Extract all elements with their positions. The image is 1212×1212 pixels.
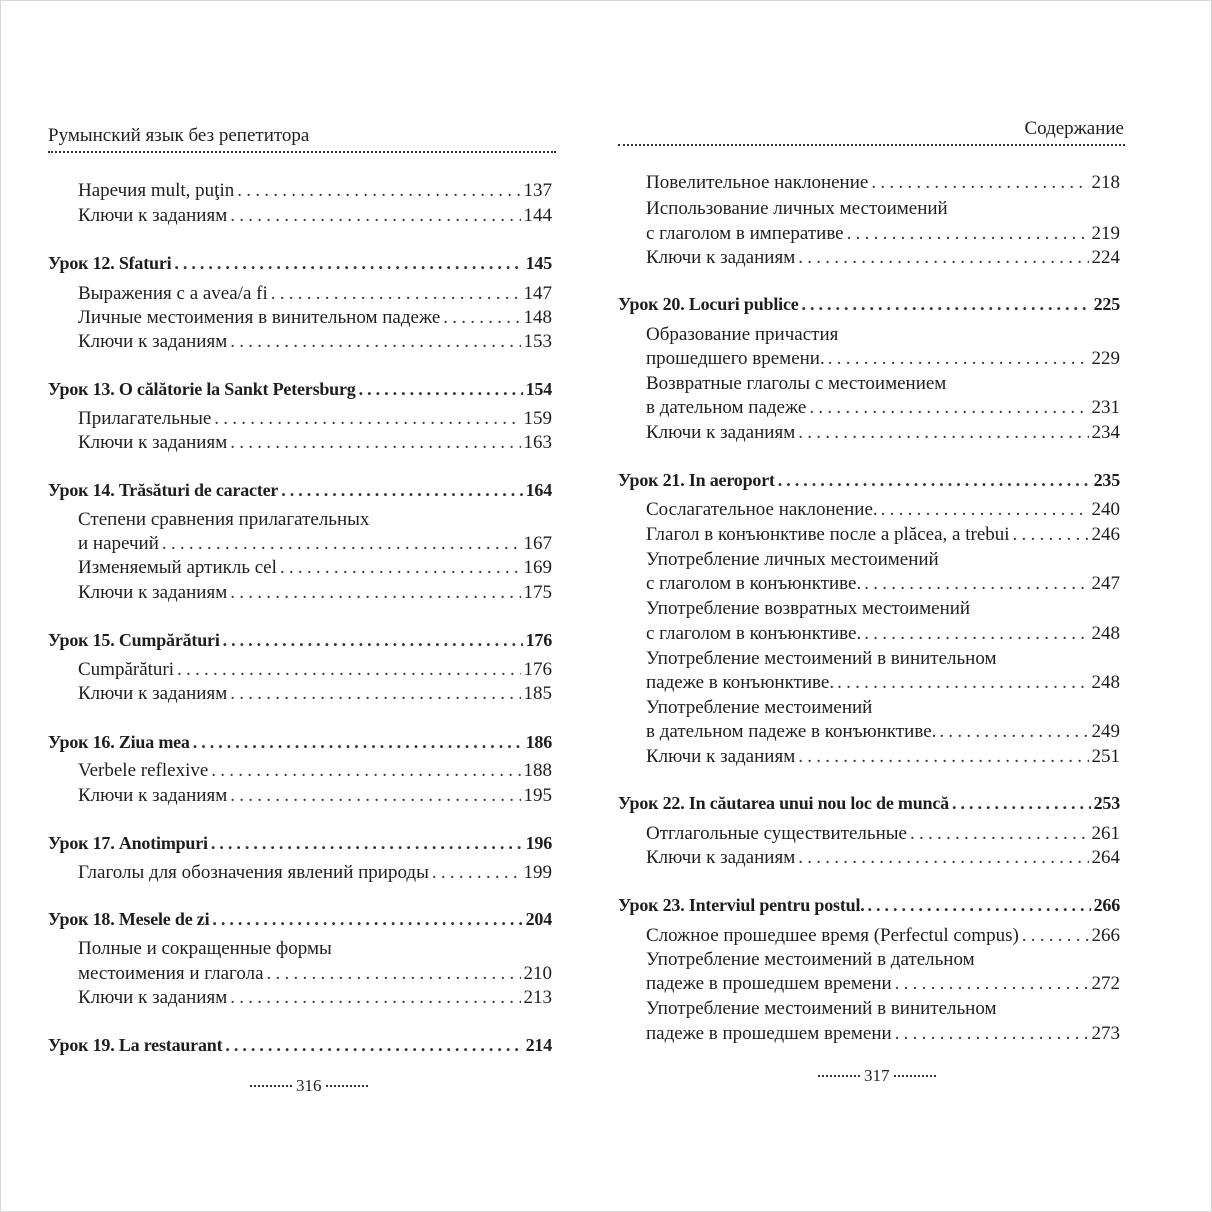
toc-entry-title: Употребление местоимений в винительном (646, 648, 997, 669)
toc-entry (646, 421, 1120, 445)
toc-page-number: 176 (523, 659, 552, 680)
footer-dots (894, 1075, 936, 1077)
toc-entry-title: Урок 23. Interviul pentru postul. (618, 895, 865, 915)
dot-leader (432, 861, 521, 885)
toc-page-number: 186 (525, 732, 552, 752)
toc-page-number: 154 (525, 379, 552, 399)
toc-entry (646, 548, 939, 572)
toc-entry-title: Ключи к заданиям (646, 422, 796, 443)
toc-page-number: 195 (523, 785, 552, 806)
footer-dots (250, 1085, 292, 1087)
dot-leader (828, 347, 1089, 371)
toc-lesson-heading (618, 893, 1120, 917)
toc-entry (646, 246, 1120, 270)
toc-lesson-heading (48, 377, 552, 401)
toc-entry (78, 532, 552, 556)
toc-entry-title: Урок 12. Sfaturi (48, 253, 172, 273)
dot-leader (881, 498, 1089, 522)
toc-entry-title: Личные местоимения в винительном падеже (78, 307, 441, 328)
dot-leader (230, 581, 520, 605)
dot-leader (193, 730, 523, 754)
toc-page-number: 234 (1091, 422, 1120, 443)
toc-page-number: 261 (1091, 823, 1120, 844)
toc-entry-title: с глаголом в конъюнктиве. (646, 623, 862, 644)
toc-entry-title: Изменяемый артикль cel (78, 557, 277, 578)
dot-leader (864, 622, 1088, 646)
toc-entry (646, 347, 1120, 371)
toc-entry (78, 204, 552, 228)
toc-entry (646, 671, 1120, 695)
dot-leader (939, 720, 1088, 744)
toc-entry-title: Отглагольные существительные (646, 823, 907, 844)
right-running-head: Содержание (1024, 118, 1124, 139)
toc-entry (78, 682, 552, 706)
toc-lesson-heading (48, 907, 552, 931)
toc-entry-title: Cumpărături (78, 659, 175, 680)
dot-leader (230, 986, 520, 1010)
toc-page-number: 145 (525, 253, 552, 273)
toc-entry-title: Использование личных местоимений (646, 198, 948, 219)
toc-lesson-heading (48, 478, 552, 502)
toc-entry (78, 508, 369, 532)
left-header-rule (48, 151, 556, 153)
toc-page-number: 148 (523, 307, 552, 328)
left-page-footer (250, 1076, 368, 1096)
toc-entry-title: Употребление местоимений в винительном (646, 998, 997, 1019)
toc-entry-title: Ключи к заданиям (646, 746, 796, 767)
toc-entry-title: Употребление местоимений в дательном (646, 949, 975, 970)
footer-dots (818, 1075, 860, 1077)
toc-entry (646, 647, 997, 671)
dot-leader (868, 893, 1091, 917)
toc-entry (646, 720, 1120, 744)
toc-entry (646, 523, 1120, 547)
toc-entry (646, 1022, 1120, 1046)
dot-leader (223, 628, 523, 652)
toc-lesson-heading (48, 251, 552, 275)
toc-entry (646, 622, 1120, 646)
dot-leader (802, 292, 1091, 316)
toc-entry-title: Сослагательное наклонение. (646, 499, 878, 520)
dot-leader (798, 745, 1088, 769)
toc-entry (646, 498, 1120, 522)
right-page-footer (818, 1066, 936, 1086)
dot-leader (212, 907, 522, 931)
dot-leader (443, 306, 520, 330)
toc-entry (78, 784, 552, 808)
toc-page-number: 167 (523, 533, 552, 554)
toc-entry-title: Употребление возвратных местоимений (646, 598, 971, 619)
toc-entry-title: с глаголом в императиве (646, 223, 844, 244)
toc-page-number: 199 (523, 862, 552, 883)
toc-entry-title: Выражения с a avea/a fi (78, 283, 268, 304)
toc-entry (646, 372, 946, 396)
dot-leader (211, 759, 520, 783)
toc-page-number: 196 (525, 833, 552, 853)
toc-entry (646, 745, 1120, 769)
dot-leader (359, 377, 523, 401)
toc-entry (646, 597, 970, 621)
toc-entry-title: Возвратные глаголы с местоимением (646, 373, 947, 394)
toc-page-number: 210 (523, 963, 552, 984)
toc-entry (78, 179, 552, 203)
dot-leader (895, 1022, 1089, 1046)
toc-entry (646, 997, 997, 1021)
toc-page-number: 273 (1091, 1023, 1120, 1044)
toc-page-number: 248 (1091, 672, 1120, 693)
toc-page-number: 175 (523, 582, 552, 603)
toc-entry-title: Урок 14. Trăsături de caracter (48, 480, 279, 500)
toc-entry (78, 861, 552, 885)
toc-page-number: 266 (1093, 895, 1120, 915)
toc-entry-title: Наречия mult, puţin (78, 180, 235, 201)
toc-page-number: 213 (523, 987, 552, 1008)
dot-leader (281, 478, 522, 502)
toc-lesson-heading (618, 292, 1120, 316)
toc-entry-title: Ключи к заданиям (646, 247, 796, 268)
dot-leader (778, 468, 1091, 492)
toc-entry-title: и наречий (78, 533, 159, 554)
toc-page-number: 266 (1091, 925, 1120, 946)
toc-entry-title: местоимения и глагола (78, 963, 264, 984)
toc-page-number: 214 (525, 1035, 552, 1055)
toc-page-number: 147 (523, 283, 552, 304)
toc-page-number: 240 (1091, 499, 1120, 520)
toc-entry-title: в дательном падеже в конъюнктиве. (646, 721, 937, 742)
toc-page-number: 264 (1091, 847, 1120, 868)
toc-entry (646, 222, 1120, 246)
toc-entry-title: Образование причастия (646, 324, 839, 345)
toc-page-number: 224 (1091, 247, 1120, 268)
dot-leader (1013, 523, 1089, 547)
toc-entry (646, 197, 948, 221)
toc-page-number: 229 (1091, 348, 1120, 369)
toc-entry (78, 937, 332, 961)
dot-leader (847, 222, 1089, 246)
dot-leader (174, 251, 522, 275)
dot-leader (864, 572, 1088, 596)
toc-entry (646, 822, 1120, 846)
toc-entry (78, 431, 552, 455)
toc-lesson-heading (48, 1033, 552, 1057)
dot-leader (267, 962, 521, 986)
toc-entry-title: Урок 22. In căutarea unui nou loc de muncă (618, 793, 949, 813)
toc-page-number: 248 (1091, 623, 1120, 644)
toc-entry-title: Ключи к заданиям (646, 847, 796, 868)
toc-lesson-heading (48, 628, 552, 652)
toc-page-number: 251 (1091, 746, 1120, 767)
toc-page-number: 137 (523, 180, 552, 201)
toc-entry-title: падеже в прошедшем времени (646, 1023, 892, 1044)
toc-page-number: 169 (523, 557, 552, 578)
toc-entry-title: Ключи к заданиям (78, 205, 228, 226)
toc-entry-title: Verbele reflexive (78, 760, 209, 781)
toc-entry-title: Употребление местоимений (646, 697, 873, 718)
dot-leader (230, 784, 520, 808)
toc-page-number: 185 (523, 683, 552, 704)
toc-entry (78, 962, 552, 986)
toc-entry (646, 846, 1120, 870)
dot-leader (895, 972, 1089, 996)
toc-entry-title: Употребление личных местоимений (646, 549, 939, 570)
right-header-rule (618, 144, 1125, 146)
toc-entry-title: Повелительное наклонение (646, 172, 869, 193)
toc-entry-title: Ключи к заданиям (78, 582, 228, 603)
toc-entry-title: Степени сравнения прилагательных (78, 509, 370, 530)
toc-page-number: 231 (1091, 397, 1120, 418)
left-page-number: 316 (296, 1076, 322, 1095)
toc-page-number: 176 (525, 630, 552, 650)
toc-entry (78, 581, 552, 605)
toc-entry (78, 282, 552, 306)
toc-page-number: 235 (1093, 470, 1120, 490)
dot-leader (798, 421, 1088, 445)
dot-leader (910, 822, 1089, 846)
toc-entry-title: падеже в прошедшем времени (646, 973, 892, 994)
footer-dots (326, 1085, 368, 1087)
dot-leader (809, 396, 1088, 420)
toc-entry (646, 972, 1120, 996)
toc-entry-title: Глаголы для обозначения явлений природы (78, 862, 429, 883)
dot-leader (837, 671, 1088, 695)
toc-page-number: 247 (1091, 573, 1120, 594)
toc-entry (646, 696, 872, 720)
toc-entry (646, 924, 1120, 948)
toc-entry-title: Урок 20. Locuri publice (618, 294, 799, 314)
toc-entry-title: в дательном падеже (646, 397, 807, 418)
dot-leader (271, 282, 521, 306)
toc-entry (646, 396, 1120, 420)
toc-entry-title: Глагол в конъюнктиве после a plăcea, a trebui (646, 524, 1010, 545)
toc-lesson-heading (48, 730, 552, 754)
toc-page-number: 272 (1091, 973, 1120, 994)
dot-leader (230, 204, 520, 228)
toc-entry-title: падеже в конъюнктиве. (646, 672, 835, 693)
toc-entry-title: Прилагательные (78, 408, 212, 429)
toc-page-number: 159 (523, 408, 552, 429)
toc-page-number: 225 (1093, 294, 1120, 314)
toc-entry-title: прошедшего времени. (646, 348, 825, 369)
dot-leader (237, 179, 520, 203)
toc-entry-title: Урок 15. Cumpărături (48, 630, 220, 650)
toc-entry-title: с глаголом в конъюнктиве. (646, 573, 862, 594)
toc-entry-title: Полные и сокращенные формы (78, 938, 332, 959)
toc-entry-title: Сложное прошедшее время (Perfectul compus) (646, 925, 1019, 946)
toc-page-number: 163 (523, 432, 552, 453)
toc-page-number: 246 (1091, 524, 1120, 545)
toc-page-number: 219 (1091, 223, 1120, 244)
toc-page-number: 188 (523, 760, 552, 781)
dot-leader (177, 658, 520, 682)
dot-leader (230, 431, 520, 455)
toc-page-number: 144 (523, 205, 552, 226)
dot-leader (225, 1033, 522, 1057)
toc-lesson-heading (618, 791, 1120, 815)
toc-entry-title: Урок 13. O călătorie la Sankt Petersburg (48, 379, 356, 399)
dot-leader (162, 532, 521, 556)
dot-leader (214, 407, 520, 431)
toc-entry-title: Урок 19. La restaurant (48, 1035, 223, 1055)
toc-entry-title: Ключи к заданиям (78, 432, 228, 453)
toc-page-number: 249 (1091, 721, 1120, 742)
toc-entry-title: Ключи к заданиям (78, 987, 228, 1008)
toc-page-number: 204 (525, 909, 552, 929)
dot-leader (871, 171, 1088, 195)
toc-page-number: 218 (1091, 172, 1120, 193)
toc-entry-title: Ключи к заданиям (78, 785, 228, 806)
toc-entry-title: Урок 16. Ziua mea (48, 732, 190, 752)
toc-entry (78, 759, 552, 783)
toc-lesson-heading (48, 831, 552, 855)
toc-entry-title: Урок 21. In aeroport (618, 470, 775, 490)
dot-leader (211, 831, 523, 855)
dot-leader (798, 246, 1088, 270)
toc-entry (78, 658, 552, 682)
toc-entry (78, 330, 552, 354)
dot-leader (280, 556, 521, 580)
toc-entry-title: Ключи к заданиям (78, 331, 228, 352)
toc-entry (78, 556, 552, 580)
toc-entry (78, 306, 552, 330)
toc-page-number: 164 (525, 480, 552, 500)
toc-entry (646, 572, 1120, 596)
toc-page-number: 153 (523, 331, 552, 352)
dot-leader (230, 330, 520, 354)
dot-leader (230, 682, 520, 706)
right-page-number: 317 (864, 1066, 890, 1085)
toc-entry-title: Урок 18. Mesele de zi (48, 909, 210, 929)
toc-entry (646, 323, 838, 347)
dot-leader (1022, 924, 1089, 948)
toc-entry (78, 986, 552, 1010)
toc-lesson-heading (618, 468, 1120, 492)
toc-entry (78, 407, 552, 431)
toc-entry-title: Ключи к заданиям (78, 683, 228, 704)
dot-leader (798, 846, 1088, 870)
left-running-head: Румынский язык без репетитора (48, 125, 310, 146)
toc-entry (646, 171, 1120, 195)
toc-entry (646, 948, 975, 972)
toc-entry-title: Урок 17. Anotimpuri (48, 833, 208, 853)
toc-page-number: 253 (1093, 793, 1120, 813)
dot-leader (952, 791, 1091, 815)
